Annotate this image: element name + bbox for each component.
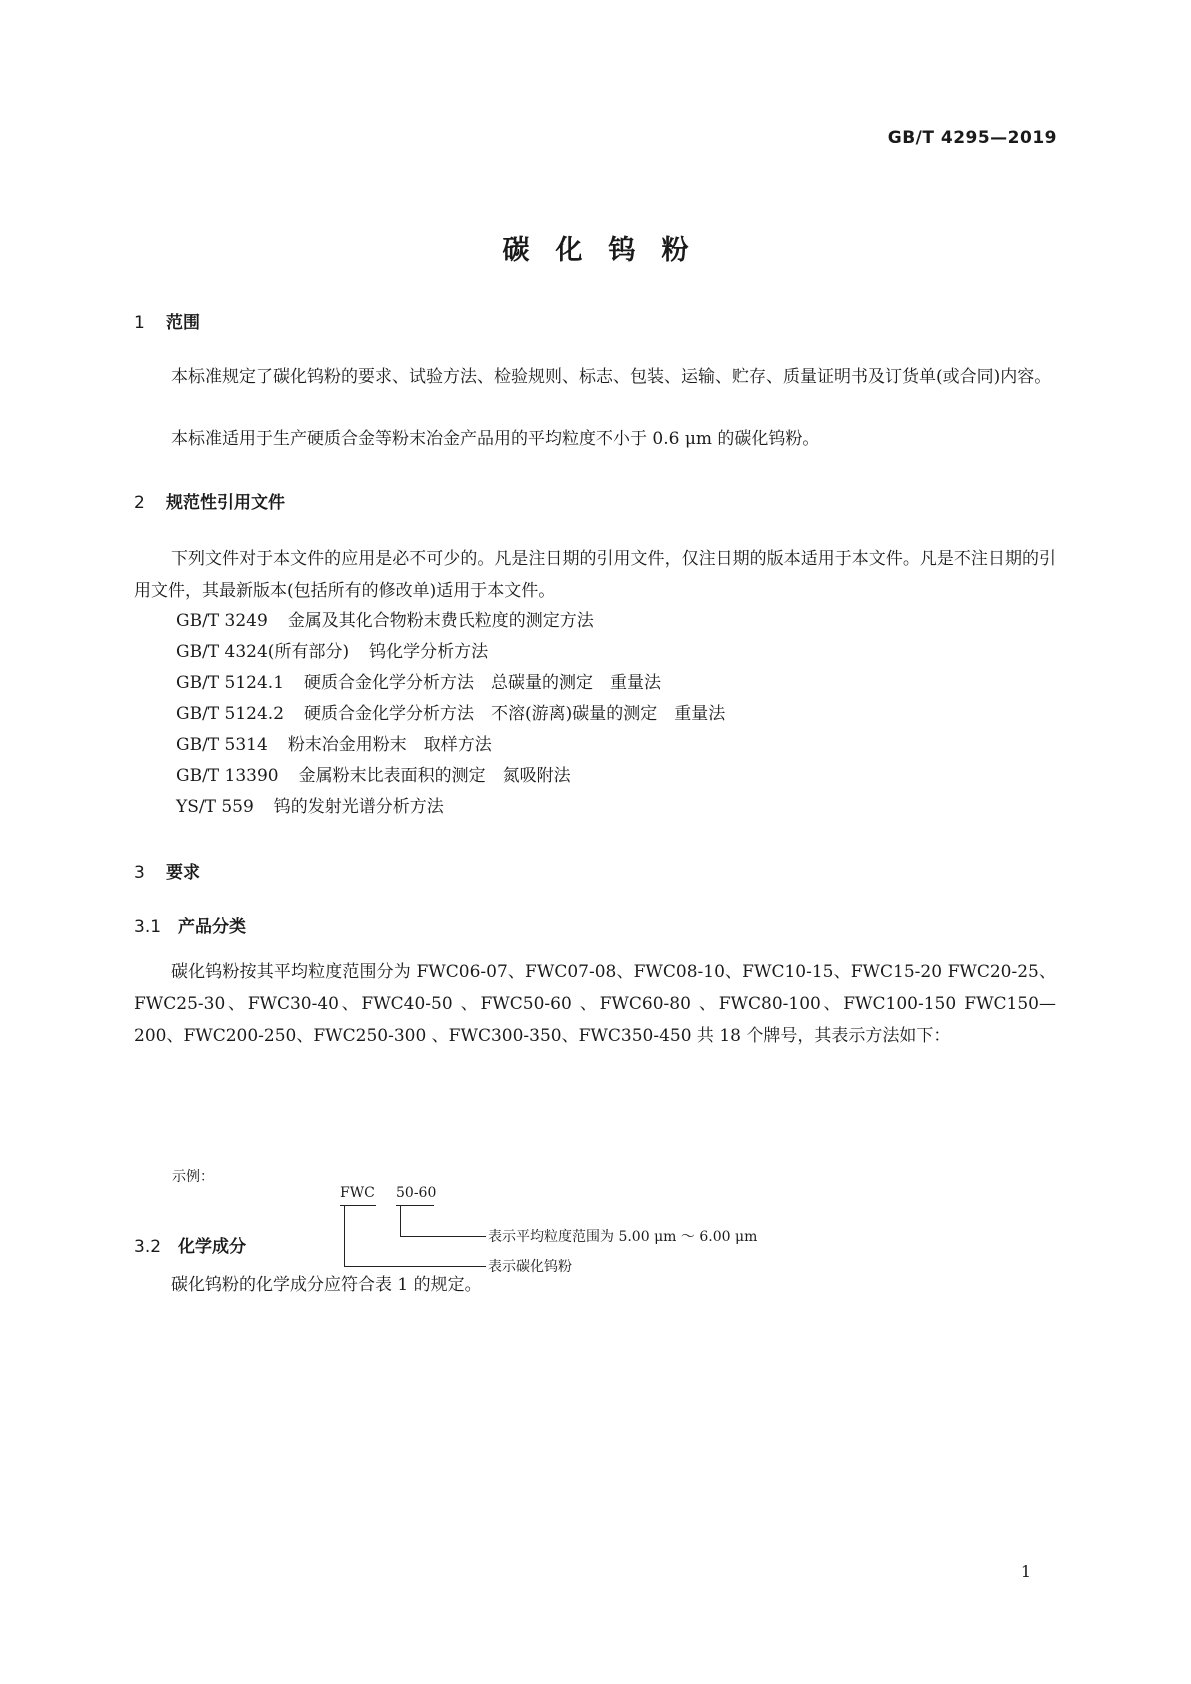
section-number: 2: [134, 493, 145, 513]
range-leader-vertical: [400, 1205, 401, 1236]
reference-item: [176, 698, 725, 730]
code-description: 表示碳化钨粉: [488, 1259, 572, 1275]
scope-paragraph-2: 本标准适用于生产硬质合金等粉末冶金产品用的平均粒度不小于 0.6 μm 的碳化钨粉。: [171, 429, 820, 449]
standard-number: GB/T 4295—2019: [887, 128, 1057, 148]
code-underline: [340, 1205, 376, 1206]
section-number: 1: [134, 313, 145, 333]
chemical-composition-paragraph: 碳化钨粉的化学成分应符合表 1 的规定。: [171, 1275, 482, 1295]
code-leader-horizontal: [344, 1266, 486, 1267]
reference-title: 硬质合金化学分析方法 不溶(游离)碳量的测定 重量法: [304, 704, 726, 724]
reference-title: 钨化学分析方法: [369, 642, 489, 662]
reference-item: [176, 667, 661, 699]
reference-item: [176, 760, 571, 792]
reference-code: GB/T 4324(所有部分): [176, 642, 350, 662]
reference-code: GB/T 5124.2: [176, 704, 285, 724]
section-number: 3: [134, 863, 145, 883]
section-number: 3.2: [134, 1237, 162, 1257]
reference-code: GB/T 3249: [176, 611, 268, 631]
reference-item: [176, 791, 444, 823]
reference-item: [176, 605, 594, 637]
reference-title: 金属粉末比表面积的测定 氮吸附法: [298, 766, 571, 786]
reference-code: GB/T 5314: [176, 735, 268, 755]
code-leader-vertical: [344, 1205, 345, 1266]
reference-title: 钨的发射光谱分析方法: [273, 797, 444, 817]
reference-item: [176, 729, 492, 761]
reference-code: GB/T 13390: [176, 766, 279, 786]
range-underline: [396, 1205, 434, 1206]
reference-item: [176, 636, 488, 668]
section-3-2-heading: [134, 1232, 246, 1257]
designation-range: 50-60: [396, 1185, 437, 1201]
section-1-heading: [134, 308, 200, 333]
reference-code: GB/T 5124.1: [176, 673, 285, 693]
reference-title: 粉末冶金用粉末 取样方法: [287, 735, 492, 755]
designation-code: FWC: [340, 1185, 375, 1201]
document-title: 碳化钨粉: [502, 235, 715, 266]
section-title: 规范性引用文件: [166, 493, 285, 513]
section-title: 要求: [166, 863, 200, 883]
reference-code: YS/T 559: [176, 797, 254, 817]
section-title: 范围: [166, 313, 200, 333]
section-2-heading: [134, 488, 285, 513]
range-leader-horizontal: [400, 1236, 486, 1237]
section-title: 化学成分: [178, 1237, 246, 1257]
example-label: 示例：: [172, 1169, 214, 1185]
scope-paragraph-1: 本标准规定了碳化钨粉的要求、试验方法、检验规则、标志、包装、运输、贮存、质量证明书及订货单(或合同)内容。: [171, 367, 1052, 387]
section-3-1-heading: [134, 912, 246, 937]
product-classification-paragraph: 碳化钨粉按其平均粒度范围分为 FWC06-07、FWC07-08、FWC08-10、FWC10-15、FWC15-20 FWC20-25、FWC25-30、FWC30-40、FWC40-50 、FWC50-60 、FWC60-80 、FWC80-100、FWC100-150 FWC150—200、FWC200-250、FWC250-300 、FWC300-350、FWC350-450 共 18 个牌号，其表示方法如下：: [134, 962, 1056, 1046]
section-number: 3.1: [134, 917, 162, 937]
section-title: 产品分类: [178, 917, 246, 937]
section-3-heading: [134, 858, 200, 883]
normative-refs-intro: 下列文件对于本文件的应用是必不可少的。凡是注日期的引用文件，仅注日期的版本适用于本文件。凡是不注日期的引用文件，其最新版本(包括所有的修改单)适用于本文件。: [134, 549, 1056, 601]
reference-title: 金属及其化合物粉末费氏粒度的测定方法: [287, 611, 594, 631]
range-description: 表示平均粒度范围为 5.00 μm ～ 6.00 μm: [488, 1229, 758, 1245]
page-number: 1: [1020, 1562, 1031, 1581]
reference-title: 硬质合金化学分析方法 总碳量的测定 重量法: [304, 673, 662, 693]
